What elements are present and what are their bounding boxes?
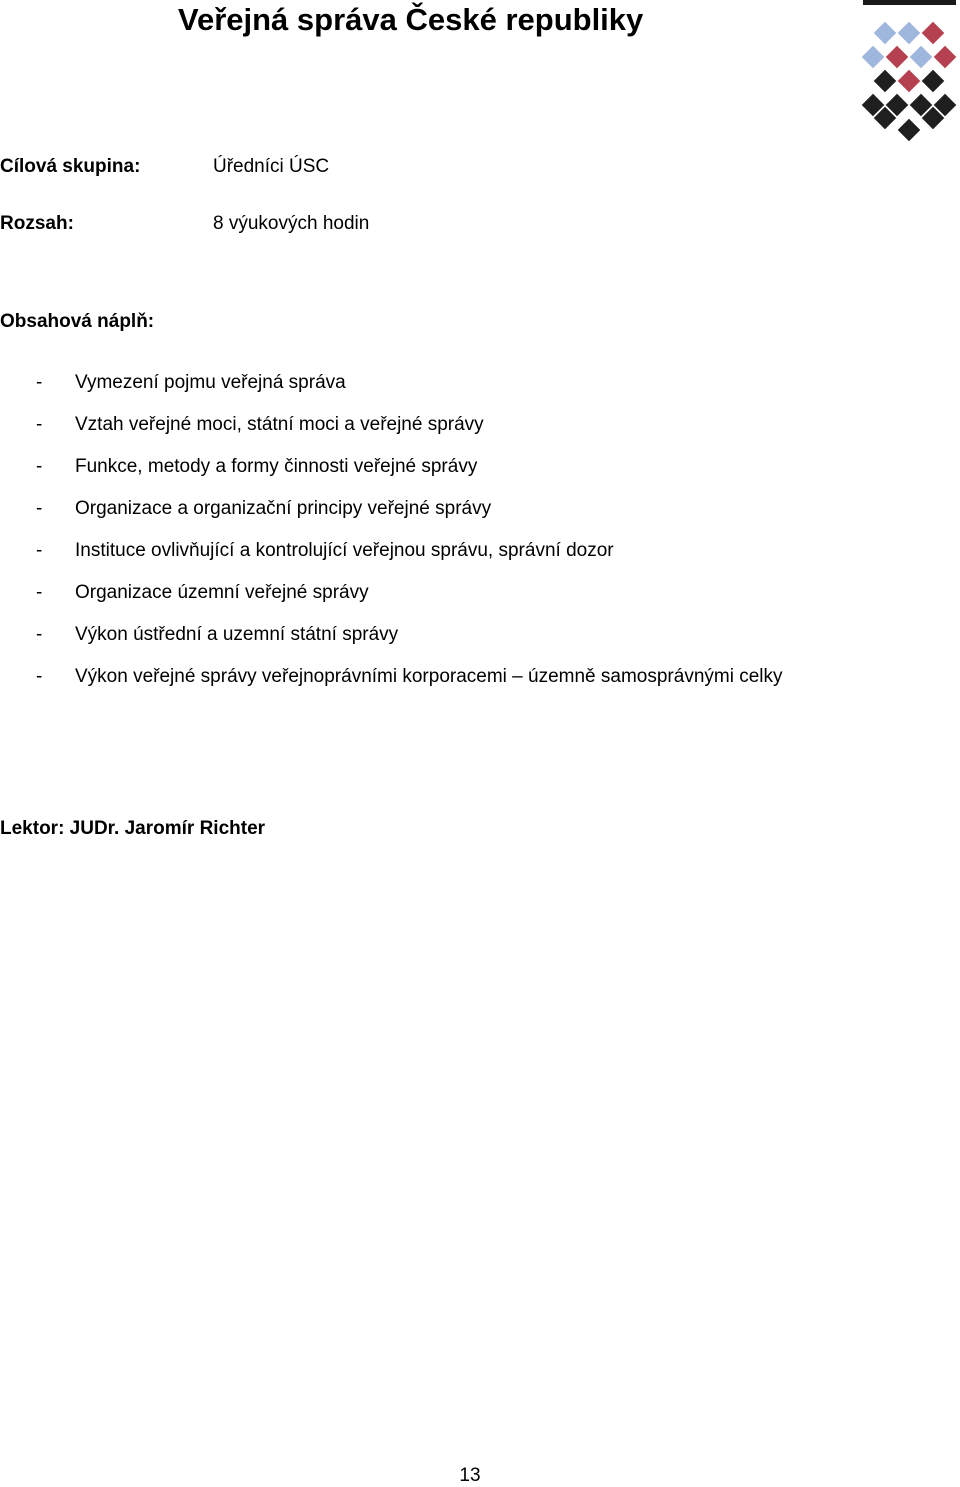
page-number: 13 — [459, 1465, 481, 1486]
content-heading: Obsahová náplň: — [0, 311, 155, 332]
logo-diamond — [873, 69, 897, 93]
logo-diamond — [897, 69, 921, 93]
logo-diamond — [909, 45, 933, 69]
logo-diamond — [897, 118, 921, 142]
list-item-text: Organizace územní veřejné správy — [75, 582, 369, 603]
logo-diamond — [897, 21, 921, 45]
logo-diamond — [921, 69, 945, 93]
list-item-text: Organizace a organizační principy veřejné správy — [75, 498, 492, 519]
list-item-text: Funkce, metody a formy činnosti veřejné správy — [75, 456, 478, 477]
logo-bar — [863, 0, 956, 5]
lecturer: Lektor: JUDr. Jaromír Richter — [0, 818, 266, 839]
list-item-text: Vztah veřejné moci, státní moci a veřejné správy — [75, 414, 484, 435]
logo-diamond — [921, 21, 945, 45]
page-title: Veřejná správa České republiky — [178, 2, 644, 37]
target-group-value: Úředníci ÚSC — [213, 156, 330, 177]
list-item-text: Výkon ústřední a uzemní státní správy — [75, 624, 399, 645]
logo-diamond — [873, 21, 897, 45]
list-item-text: Výkon veřejné správy veřejnoprávními korporacemi – územně samosprávnými celky — [75, 666, 783, 687]
scope-label: Rozsah: — [0, 213, 74, 234]
logo-diamond — [885, 45, 909, 69]
target-group-label: Cílová skupina: — [0, 156, 141, 177]
logo-diamond — [933, 45, 957, 69]
list-item-text: Instituce ovlivňující a kontrolující veřejnou správu, správní dozor — [75, 540, 614, 561]
list-item-text: Vymezení pojmu veřejná správa — [75, 372, 346, 393]
scope-value: 8 výukových hodin — [213, 213, 370, 234]
logo-diamond — [861, 45, 885, 69]
diamond-grid-logo-icon — [860, 0, 958, 150]
